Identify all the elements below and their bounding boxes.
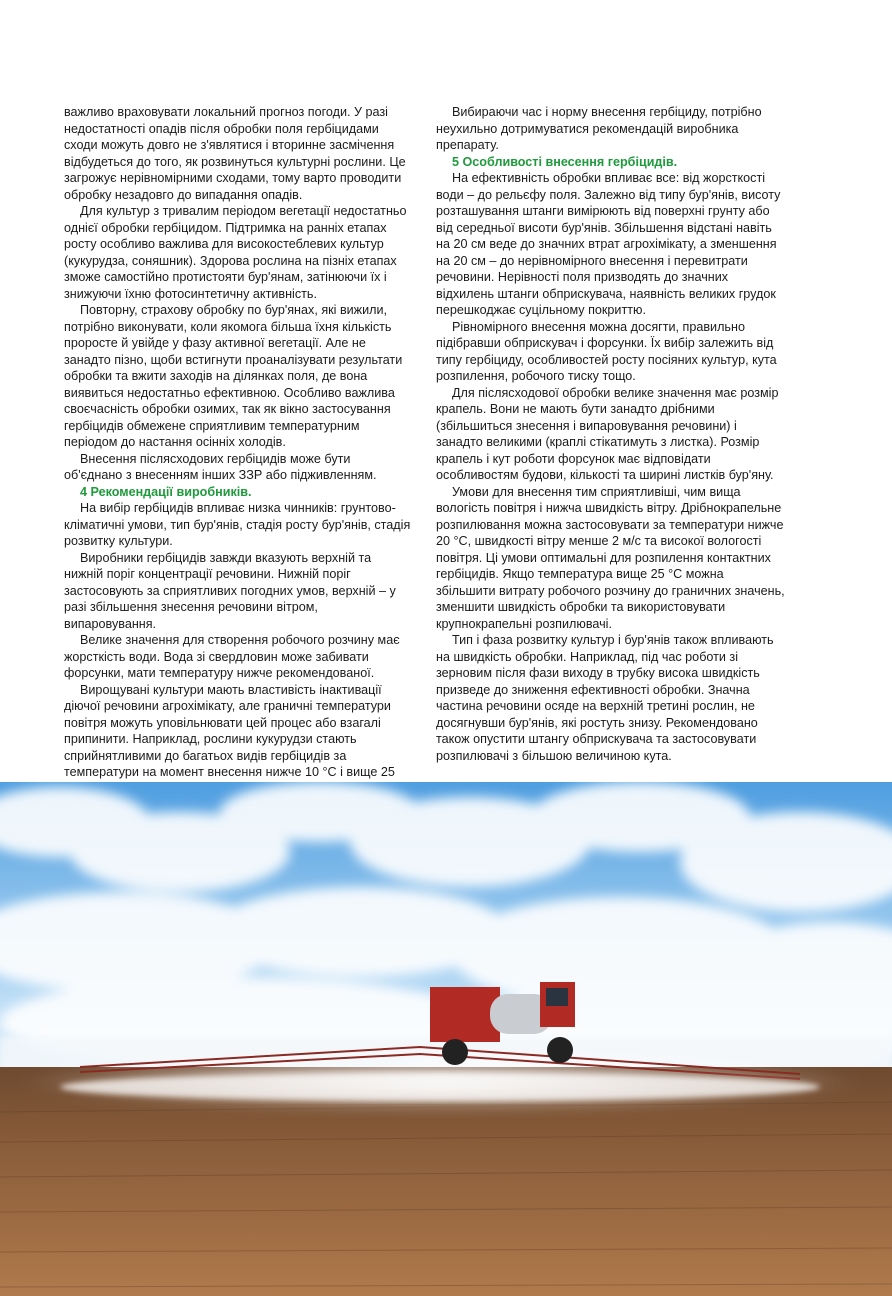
paragraph: важливо враховувати локальний прогноз погоди. У разі недостатності опадів після обробки поля гербіцидами сходи можуть довго не з'являтися і вторинне засмічення відбудеться до того, як розвинуться культурні рослини. Це загрожує нерівномірними сходами, тому варто проводити обробку незадовго до випадання опадів.: [64, 105, 406, 202]
paragraph: Умови для внесення тим сприятливіші, чим вища вологість повітря і нижча швидкість вітру. Дрібнокрапельне розпилювання можна застосовувати за температури нижче 20 °С, швидкості вітру менше 2 м/с та високої вологості повітря. Ці умови оптимальні для розпилення контактних гербіцидів. Якщо температура вище 25 °С можна збільшити витрату робочого розчину до граничних значень, зменшити швидкість обробки та використовувати крупнокрапельні розпилювачі.: [436, 484, 785, 631]
paragraph: Внесення післясходових гербіцидів може бути об'єднано з внесенням інших ЗЗР або підживленням.: [64, 451, 377, 482]
right-column: [436, 104, 786, 764]
paragraph: Виробники гербіцидів завжди вказують верхній та нижній поріг концентрації речовини. Нижній поріг застосовують за сприятливих погодних умов, верхній – у разі збільшення знесення речовини вітром, випаровування.: [64, 550, 396, 631]
section-heading-4: 4 Рекомендації виробників.: [80, 484, 252, 499]
front-mist: [60, 1073, 820, 1101]
paragraph: Вибираючи час і норму внесення гербіциду, потрібно неухильно дотримуватися рекомендацій виробника препарату.: [436, 105, 762, 152]
paragraph: Для післясходової обробки велике значення має розмір крапель. Вони не мають бути занадто дрібними (збільшиться знесення і випаровування речовини) і занадто великими (краплі стікатимуть з листка). Розмір крапель і кут роботи форсунок має відповідати особливостям будови, кількості та ширині листків бур'яну.: [436, 385, 779, 482]
paragraph: Велике значення для створення робочого розчину має жорсткість води. Вода зі свердловин може забивати форсунки, мати температуру нижче рекомендованої.: [64, 633, 400, 680]
paragraph: Тип і фаза розвитку культур і бур'янів також впливають на швидкість обробки. Наприклад, під час роботи зі зерновим після фази виходу в трубку висока швидкість призведе до зниження ефективності обробки. Значна частина речовини осяде на верхній третині рослин, не досягнувши бур'янів, які ростуть знизу. Рекомендовано також опустити штангу обприскувача та застосовувати розпилювачі з більшою величиною кута.: [436, 633, 774, 763]
left-column: [64, 104, 412, 797]
paragraph: Вирощувані культури мають властивість інактивації діючої речовини агрохімікату, але граничні температури повітря можуть уповільнювати цей процес або взагалі припинити. Наприклад, рослини кукурудзи стають сприйнятливими до багатьох видів гербіцидів за температури на момент внесення нижче 10 °С і вище 25: [64, 682, 395, 779]
section-heading-5: 5 Особливості внесення гербіцидів.: [452, 154, 678, 169]
paragraph: Для культур з тривалим періодом вегетації недостатньо однієї обробки гербіцидом. Підтримка на ранніх етапах росту особливо важлива для високостеблевих культур (кукурудза, соняшник). Здорова рослина на пізніх етапах зможе самостійно протистояти бур'янам, затінюючи їх і знижуючи їхню фотосинтетичну активність.: [64, 204, 407, 301]
paragraph: На ефективність обробки впливає все: від жорсткості води – до рельєфу поля. Залежно від типу бур'янів, висоту розташування штанги вимірюють від поверхні грунту або від середньої висоти бур'янів. Збільшення відстані навіть на 20 см веде до значних втрат агрохімікату, а зменшення на 20 см – до нерівномірного внесення і перевитрати речовини. Нерівності поля призводять до значних відхилень штанги обприскувача, наявність великих грудок перешкоджає суцільному покриттю.: [436, 171, 781, 317]
paragraph: Повторну, страхову обробку по бур'янах, які вижили, потрібно виконувати, коли якомога більша їхня кількість проросте й увійде у фазу активної вегетації. Але не занадто пізно, щоби встигнути проаналізувати результати обробки та вжити заходів на ділянках поля, де вона виявиться недостатньо ефективною. Особливо важлива своєчасність обробки озимих, так як вікно застосування гербіцидів обмежене сприятливим температурним періодом до настання осінніх холодів.: [64, 303, 403, 449]
field-sprayer-photo: [0, 782, 892, 1296]
paragraph: Рівномірного внесення можна досягти, правильно підібравши обприскувач і форсунки. Їх вибір залежить від типу гербіциду, особливостей росту посіяних культур, кута розпилення, робочого тиску тощо.: [436, 319, 777, 383]
paragraph: На вибір гербіцидів впливає низка чинників: грунтово-кліматичні умови, тип бур'янів, стадія росту бур'янів, стадія розвитку культури.: [64, 501, 411, 548]
